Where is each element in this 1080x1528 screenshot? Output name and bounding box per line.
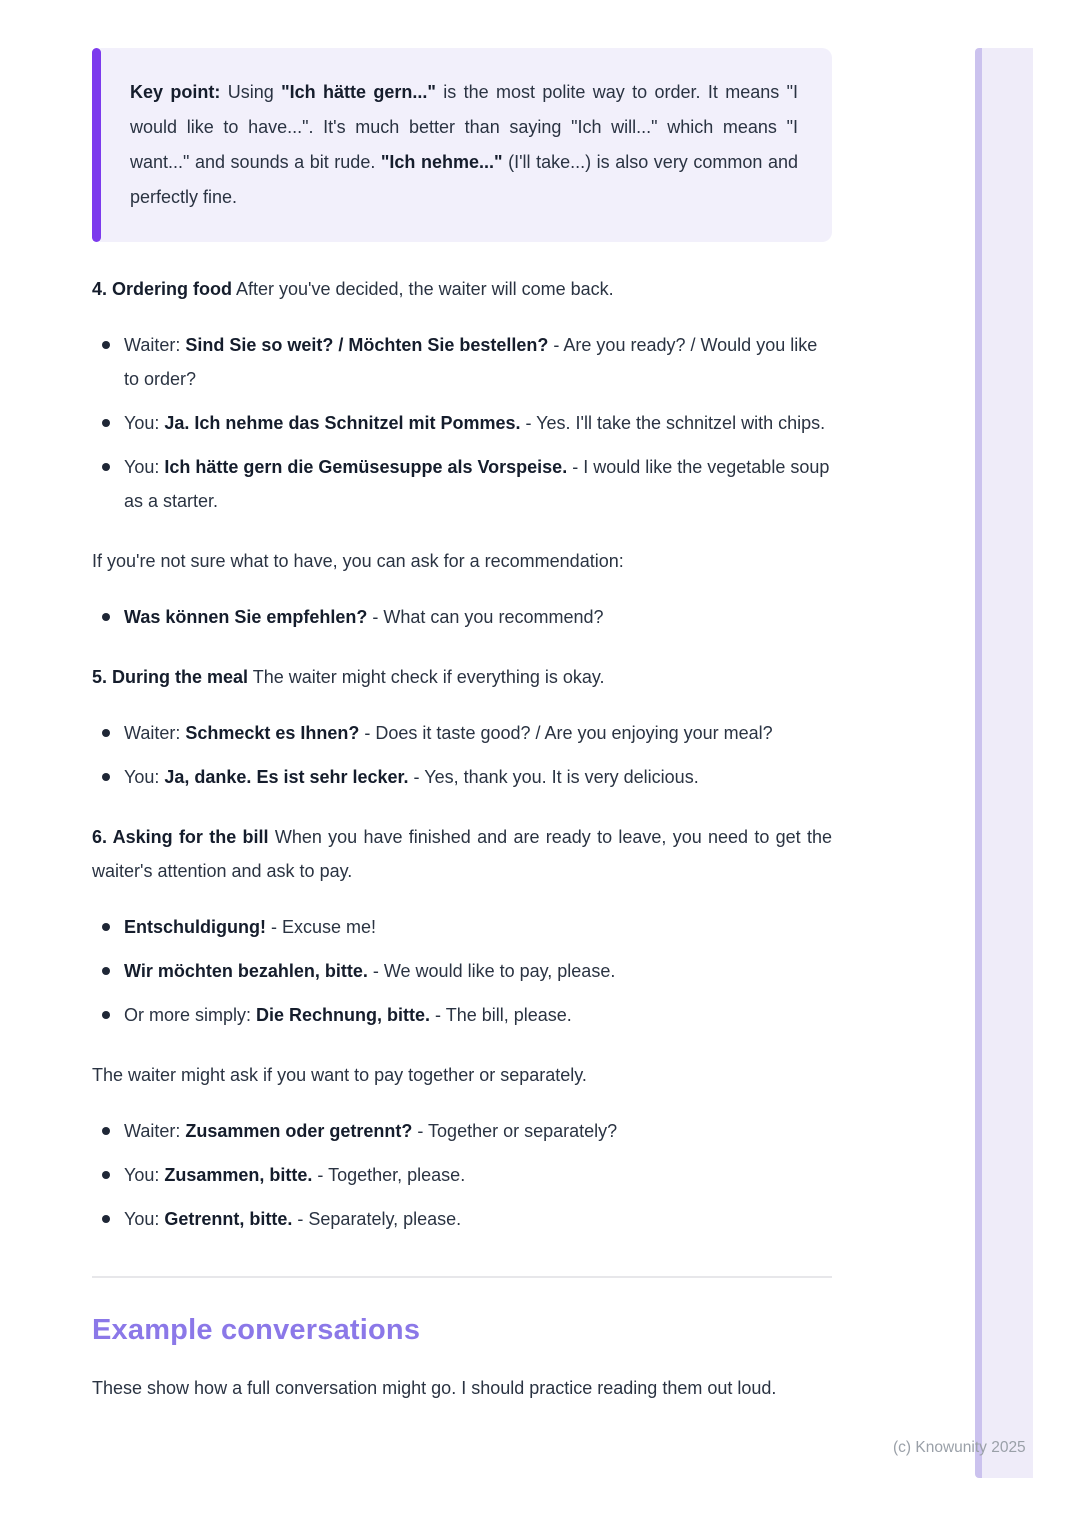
list-item — [92, 1158, 832, 1192]
german-phrase: Sind Sie so weit? / Möchten Sie bestellen? — [185, 335, 549, 355]
german-phrase: Die Rechnung, bitte. — [256, 1005, 431, 1025]
german-phrase: Wir möchten bezahlen, bitte. — [124, 961, 368, 981]
bullet-dot-icon — [102, 923, 110, 931]
speaker-label: Waiter: — [124, 335, 186, 355]
german-phrase: Ja, danke. Es ist sehr lecker. — [164, 767, 409, 787]
translation: - Does it taste good? / Are you enjoying your meal? — [359, 723, 773, 743]
section-6-text: When you have finished and are ready to leave, you need to get the waiter's attention and ask to pay. — [92, 827, 832, 881]
section-5-list — [92, 716, 832, 794]
copyright-watermark: (c) Knowunity 2025 — [893, 1439, 1026, 1456]
bullet-dot-icon — [102, 967, 110, 975]
section-4-intro — [92, 272, 832, 306]
list-item — [92, 760, 832, 794]
translation: - Yes, thank you. It is very delicious. — [408, 767, 699, 787]
section-6-title: 6. Asking for the bill — [92, 827, 269, 847]
key-point-callout — [92, 48, 832, 242]
example-conversations-heading: Example conversations — [92, 1314, 421, 1346]
recommendation-lead: If you're not sure what to have, you can ask for a recommendation: — [92, 551, 624, 571]
bullet-dot-icon — [102, 1011, 110, 1019]
list-item — [92, 328, 832, 396]
example-conversations-lead: These show how a full conversation might go. I should practice reading them out loud. — [92, 1378, 777, 1398]
pay-lead: The waiter might ask if you want to pay together or separately. — [92, 1065, 587, 1085]
german-phrase: Getrennt, bitte. — [164, 1209, 293, 1229]
list-item — [92, 910, 832, 944]
list-item — [92, 1202, 832, 1236]
callout-text: is the most polite way to order. It means "I would like to have...". It's much better than saying "Ich will..." which means "I want..." and sounds a bit rude. — [130, 82, 798, 172]
bullet-dot-icon — [102, 1171, 110, 1179]
translation: - Separately, please. — [292, 1209, 462, 1229]
recommendation-list — [92, 600, 832, 634]
speaker-label: You: — [124, 457, 165, 477]
list-item — [92, 406, 832, 440]
bullet-dot-icon — [102, 1215, 110, 1223]
translation: - Together or separately? — [412, 1121, 618, 1141]
bullet-dot-icon — [102, 463, 110, 471]
next-page-edge[interactable] — [975, 48, 1033, 1478]
german-phrase: "Ich nehme..." — [380, 152, 503, 172]
translation: - Yes. I'll take the schnitzel with chips. — [520, 413, 826, 433]
section-6-list — [92, 910, 832, 1032]
section-4-list — [92, 328, 832, 518]
speaker-label: Waiter: — [124, 1121, 186, 1141]
translation: - The bill, please. — [430, 1005, 572, 1025]
translation: - Excuse me! — [265, 917, 377, 937]
speaker-label: You: — [124, 767, 165, 787]
bullet-dot-icon — [102, 1127, 110, 1135]
page-content — [92, 0, 832, 1405]
german-phrase: Ich hätte gern die Gemüsesuppe als Vorspeise. — [164, 457, 568, 477]
german-phrase: Ja. Ich nehme das Schnitzel mit Pommes. — [164, 413, 521, 433]
section-divider — [92, 1276, 832, 1278]
bullet-dot-icon — [102, 613, 110, 621]
german-phrase: Was können Sie empfehlen? — [124, 607, 368, 627]
bullet-dot-icon — [102, 773, 110, 781]
list-item — [92, 1114, 832, 1148]
translation: - Together, please. — [312, 1165, 466, 1185]
bullet-dot-icon — [102, 341, 110, 349]
translation: - I would like the vegetable soup as a starter. — [124, 457, 830, 511]
list-item — [92, 600, 832, 634]
translation: - Are you ready? / Would you like to order? — [124, 335, 818, 389]
german-phrase: Zusammen, bitte. — [164, 1165, 313, 1185]
translation: - What can you recommend? — [367, 607, 604, 627]
speaker-label: Or more simply: — [124, 1005, 257, 1025]
callout-text: Using — [220, 82, 282, 102]
section-5-title: 5. During the meal — [92, 667, 249, 687]
german-phrase: "Ich hätte gern..." — [281, 82, 436, 102]
bullet-dot-icon — [102, 729, 110, 737]
section-4-text: After you've decided, the waiter will come back. — [232, 279, 614, 299]
speaker-label: You: — [124, 1165, 165, 1185]
bullet-dot-icon — [102, 419, 110, 427]
german-phrase: Schmeckt es Ihnen? — [185, 723, 360, 743]
speaker-label: You: — [124, 1209, 165, 1229]
list-item — [92, 716, 832, 750]
callout-accent-bar — [92, 48, 101, 242]
section-5-text: The waiter might check if everything is okay. — [248, 667, 605, 687]
list-item — [92, 954, 832, 988]
list-item — [92, 998, 832, 1032]
speaker-label: You: — [124, 413, 165, 433]
section-6-intro — [92, 820, 832, 888]
callout-text: (I'll take...) is also very common and perfectly fine. — [130, 152, 798, 207]
callout-label: Key point: — [130, 82, 221, 102]
german-phrase: Entschuldigung! — [124, 917, 266, 937]
pay-list — [92, 1114, 832, 1236]
german-phrase: Zusammen oder getrennt? — [185, 1121, 413, 1141]
translation: - We would like to pay, please. — [367, 961, 616, 981]
section-5-intro — [92, 660, 832, 694]
list-item — [92, 450, 832, 518]
section-4-title: 4. Ordering food — [92, 279, 233, 299]
speaker-label: Waiter: — [124, 723, 186, 743]
